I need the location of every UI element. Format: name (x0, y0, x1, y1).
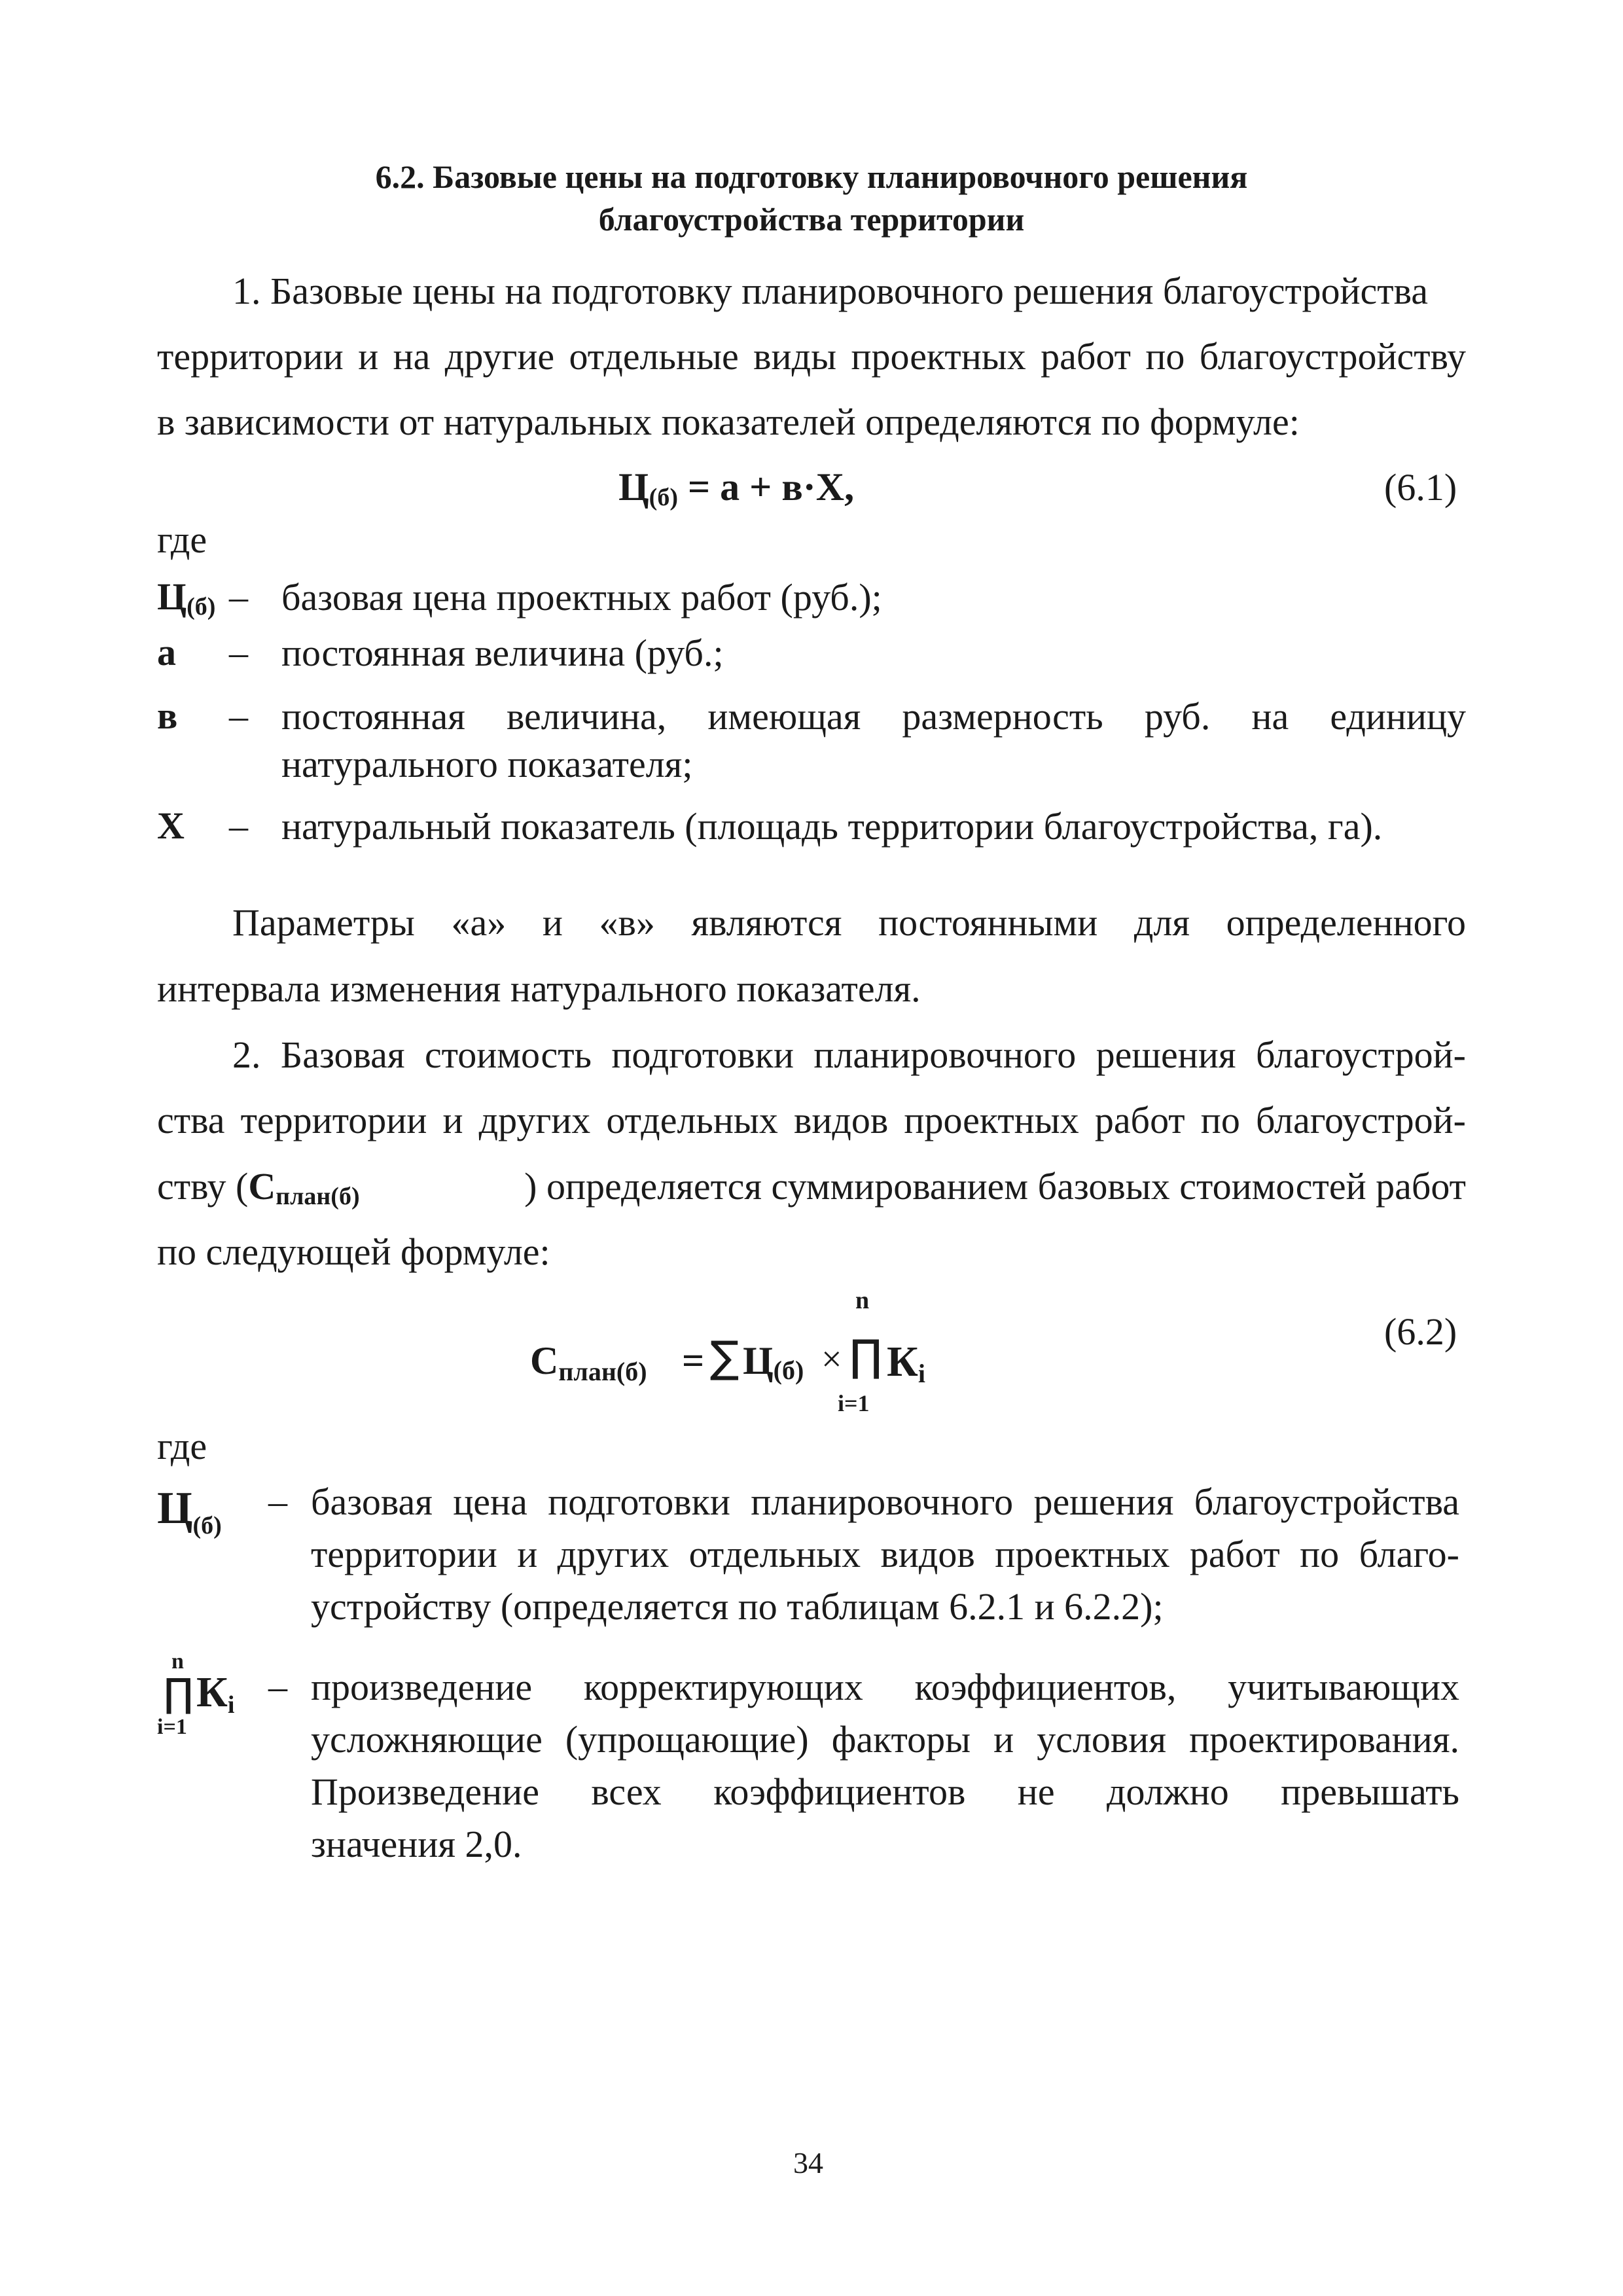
def2-dash-c: – (268, 1480, 287, 1522)
page-number: 34 (793, 2146, 823, 2179)
formula-6-2-equals: = (682, 1339, 705, 1382)
def2-symbol-c-main: Ц (157, 1483, 193, 1534)
def2-text-product-line4: значения 2,0. (311, 1823, 522, 1865)
def2-product-icon: ∏ (164, 1670, 194, 1716)
para3-line3-symbol-sub: план(б) (276, 1183, 360, 1210)
def2-text-c-line3: устройству (определяется по таблицам 6.2.1 и 6.2.2); (311, 1585, 1164, 1628)
para2-line1: Параметры «а» и «в» являются постоянными для определенного (232, 901, 1466, 944)
formula-6-2-k (887, 1337, 925, 1389)
formula-6-2-number: (6.2) (1384, 1310, 1457, 1353)
formula-6-1 (618, 465, 854, 512)
def2-text-product-line1: произведение корректирующих коэффициентов, учитывающих (311, 1666, 1459, 1708)
para3-line4: по следующей формуле: (157, 1230, 550, 1273)
para3-line3-lead (157, 1164, 360, 1219)
formula-6-1-lhs: Ц (618, 465, 649, 509)
para3-line3-symbol: С (248, 1165, 276, 1208)
formula-6-2-k-sub: i (918, 1359, 925, 1388)
para3-line3-b: ) определяется суммированием базовых стоимостей работ (524, 1165, 1466, 1208)
formula-6-2-prod-top: n (855, 1287, 870, 1314)
def1-symbol-v: в (157, 694, 178, 737)
def2-prod-top: n (171, 1649, 184, 1674)
para1-line3: в зависимости от натуральных показателей определяются по формуле: (157, 401, 1300, 443)
def1-text-c: базовая цена проектных работ (руб.); (281, 576, 882, 619)
para3-line3-a: ству ( (157, 1165, 249, 1208)
def2-text-product-line2: усложняющие (упрощающие) факторы и условия проектирования. (311, 1718, 1459, 1761)
formula-6-2-prod-bottom: i=1 (838, 1390, 870, 1416)
def1-dash-c: – (229, 575, 248, 618)
def1-text-v: постоянная величина, имеющая размерность руб. на единицу (281, 695, 1466, 738)
formula-6-2-c-main: Ц (743, 1339, 774, 1382)
para1-line2: территории и на другие отдельные виды проектных работ по благоустройству (157, 335, 1466, 378)
formula-6-2-lhs-sub: план(б) (558, 1357, 647, 1386)
def2-symbol-product (157, 1649, 255, 1741)
def2-k-main: К (196, 1668, 228, 1716)
where-label-1: где (157, 518, 207, 561)
formula-6-1-lhs-sub: (б) (649, 484, 678, 511)
def1-symbol-c-main: Ц (157, 575, 187, 618)
def1-symbol-x: Х (157, 804, 185, 847)
times-sign: × (821, 1339, 842, 1380)
formula-6-2-lhs (530, 1338, 647, 1387)
formula-6-2 (530, 1273, 988, 1424)
section-heading-line2: благоустройства территории (598, 201, 1025, 238)
product-icon: ∏ (849, 1331, 882, 1381)
where-label-2: где (157, 1425, 207, 1467)
formula-6-2-c (743, 1338, 804, 1386)
def1-text-a: постоянная величина (руб.; (281, 632, 724, 674)
def2-symbol-c (157, 1482, 222, 1540)
formula-6-2-k-main: К (887, 1338, 918, 1386)
def2-text-c-line1: базовая цена подготовки планировочного решения благоустройства (311, 1480, 1459, 1523)
formula-6-2-lhs-main: С (530, 1339, 559, 1382)
para2-line2: интервала изменения натурального показателя. (157, 967, 921, 1010)
para3-line2: ства территории и других отдельных видов проектных работ по благоустрой- (157, 1099, 1466, 1141)
def1-text-v-line2: натурального показателя; (281, 743, 693, 785)
def2-k-sub: i (227, 1691, 235, 1719)
sum-icon: ∑ (710, 1332, 740, 1382)
formula-6-1-number: (6.1) (1384, 466, 1457, 509)
def1-dash-x: – (229, 804, 248, 847)
para1-line1: 1. Базовые цены на подготовку планировочного решения благоустройства (232, 270, 1428, 312)
def2-text-product-line3: Произведение всех коэффициентов не должно превышать (311, 1770, 1459, 1813)
def2-symbol-c-sub: (б) (192, 1512, 222, 1539)
def1-dash-v: – (229, 694, 248, 737)
def1-symbol-a: а (157, 631, 176, 673)
def1-dash-a: – (229, 631, 248, 673)
def1-symbol-c (157, 575, 215, 621)
def2-k (196, 1668, 234, 1719)
def2-dash-product: – (268, 1665, 287, 1708)
section-heading-line1: 6.2. Базовые цены на подготовку планировочного решения (375, 158, 1248, 195)
para3-line1: 2. Базовая стоимость подготовки планировочного решения благоустрой- (232, 1033, 1466, 1076)
def2-text-c-line2: территории и других отдельных видов проектных работ по благо- (311, 1533, 1459, 1575)
formula-6-1-rhs: = а + в·Х, (677, 465, 855, 509)
def1-symbol-c-sub: (б) (187, 593, 216, 620)
para3-line3 (157, 1164, 1466, 1219)
formula-6-2-c-sub: (б) (773, 1355, 804, 1385)
def1-text-x: натуральный показатель (площадь территории благоустройства, га). (281, 805, 1383, 848)
def2-prod-bottom: i=1 (157, 1715, 187, 1739)
